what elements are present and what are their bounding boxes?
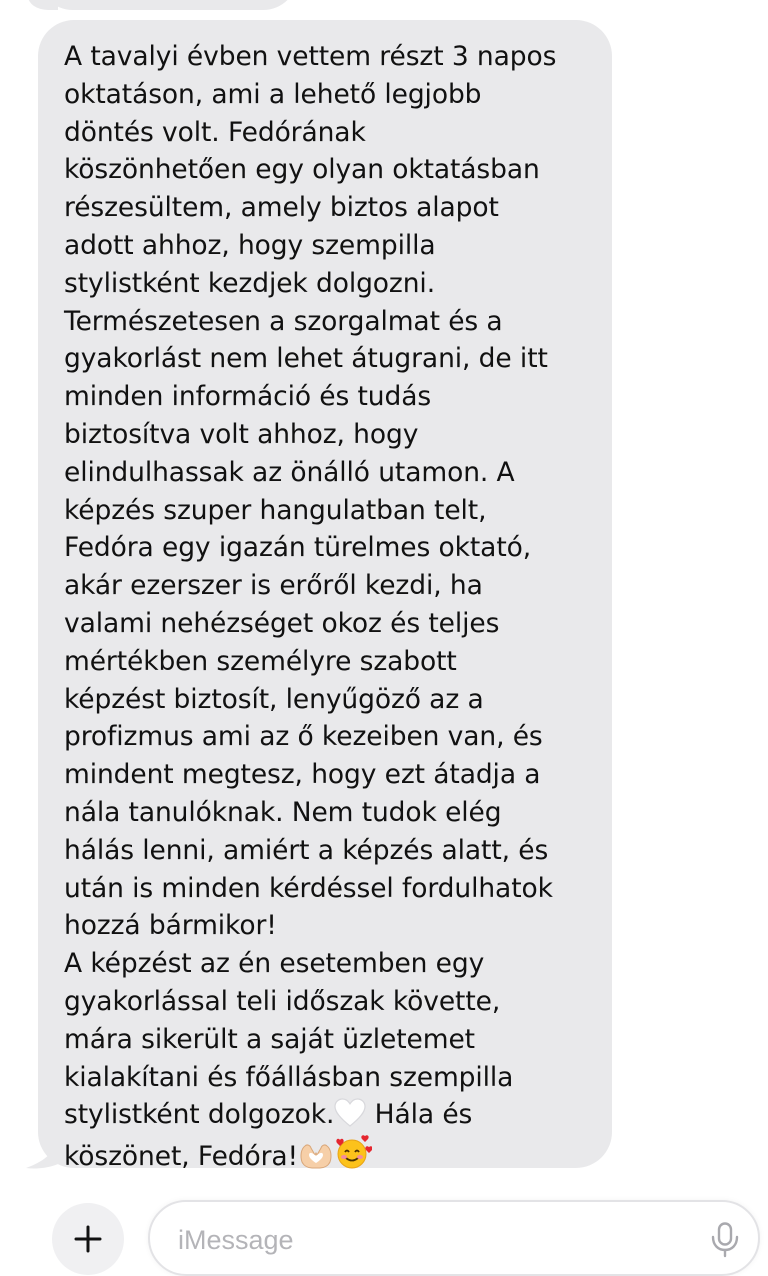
- add-attachment-button[interactable]: [52, 1203, 124, 1275]
- message-line: hálás lenni, amiért a képzés alatt, és: [64, 834, 549, 866]
- message-line: adott ahhoz, hogy szempilla: [64, 229, 436, 261]
- message-line: minden információ és tudás: [64, 381, 432, 413]
- previous-message-tail: [28, 0, 58, 10]
- message-line-with-emoji: [64, 1096, 600, 1134]
- message-line: stylistként kezdjek dolgozni.: [64, 267, 436, 299]
- message-line: köszönhetően egy olyan oktatásban: [64, 154, 540, 186]
- message-line: mértékben személyre szabott: [64, 645, 457, 677]
- imessage-input[interactable]: [178, 1220, 678, 1260]
- message-line: hozzá bármikor!: [64, 910, 277, 942]
- white-heart-icon: [334, 1098, 366, 1139]
- message-text: [64, 38, 600, 1172]
- smiling-face-with-hearts-icon: [334, 1134, 372, 1181]
- message-line: elindulhassak az önálló utamon. A: [64, 456, 515, 488]
- message-line: biztosítva volt ahhoz, hogy: [64, 418, 419, 450]
- message-line: képzést biztosít, lenyűgöző az a: [64, 683, 484, 715]
- message-line: mára sikerült a saját üzletemet: [64, 1023, 475, 1055]
- message-line: profizmus ami az ő kezeiben van, és: [64, 721, 543, 753]
- message-line: valami nehézséget okoz és teljes: [64, 607, 500, 639]
- message-line: nála tanulóknak. Nem tudok elég: [64, 796, 502, 828]
- message-line-text: Hála és: [366, 1099, 473, 1131]
- message-line-text: köszönet, Fedóra!: [64, 1141, 299, 1173]
- message-line: döntés volt. Fedórának: [64, 116, 366, 148]
- heart-hands-icon: [298, 1140, 334, 1181]
- previous-message-bubble: [38, 0, 298, 10]
- message-line: kialakítani és főállásban szempilla: [64, 1061, 514, 1093]
- message-input-field[interactable]: [148, 1200, 760, 1276]
- message-line: oktatáson, ami a lehető legjobb: [64, 78, 482, 110]
- message-line: akár ezerszer is erőről kezdi, ha: [64, 570, 483, 602]
- message-line: mindent megtesz, hogy ezt átadja a: [64, 759, 541, 791]
- message-line: Fedóra egy igazán türelmes oktató,: [64, 532, 532, 564]
- message-line: gyakorlással teli időszak követte,: [64, 985, 501, 1017]
- message-line: Természetesen a szorgalmat és a: [64, 305, 503, 337]
- message-line: A tavalyi évben vettem részt 3 napos: [64, 41, 557, 72]
- message-line-with-emoji: [64, 1134, 600, 1172]
- microphone-icon[interactable]: [710, 1222, 740, 1258]
- message-line-text: stylistként dolgozok.: [64, 1099, 335, 1131]
- message-line: után is minden kérdéssel fordulhatok: [64, 872, 553, 904]
- message-line: A képzést az én esetemben egy: [64, 948, 485, 980]
- message-line: részesültem, amely biztos alapot: [64, 192, 499, 224]
- message-line: képzés szuper hangulatban telt,: [64, 494, 487, 526]
- plus-icon: [74, 1225, 102, 1253]
- message-line: gyakorlást nem lehet átugrani, de itt: [64, 343, 548, 375]
